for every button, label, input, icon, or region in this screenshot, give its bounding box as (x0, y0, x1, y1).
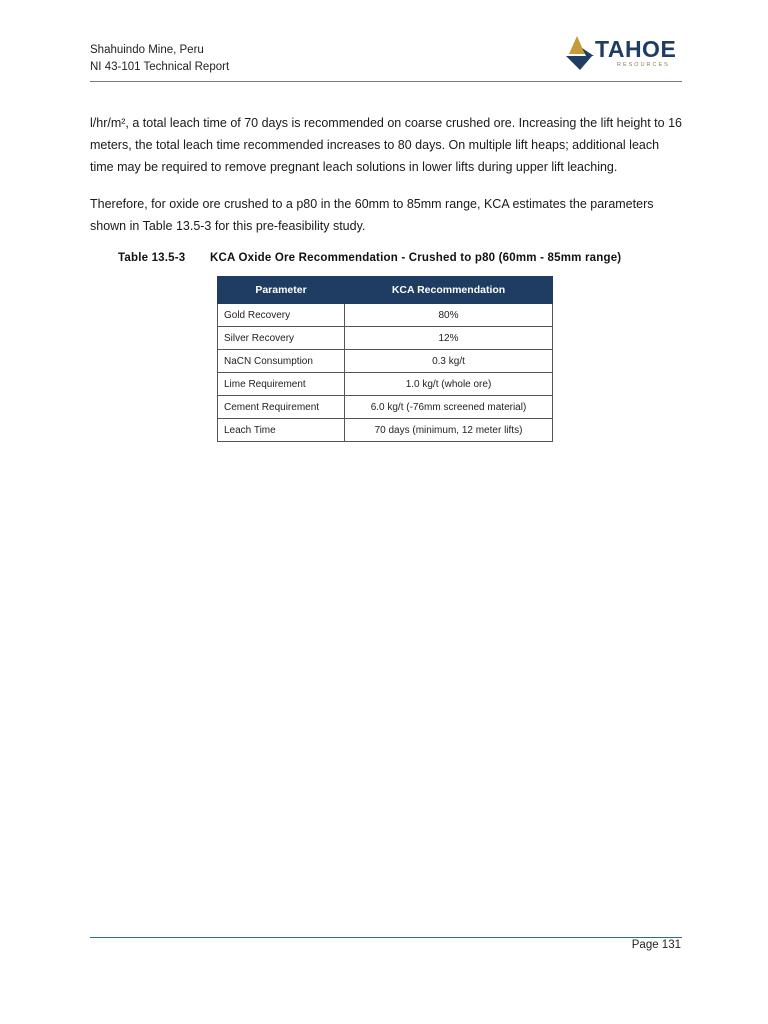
parameter-cell: Leach Time (218, 419, 345, 442)
recommendation-cell: 0.3 kg/t (345, 350, 553, 373)
column-header-parameter: Parameter (218, 277, 345, 304)
tahoe-logo-mark-icon (564, 34, 596, 74)
table-row (218, 327, 553, 350)
table-caption-title: KCA Oxide Ore Recommendation - Crushed to p80 (60mm - 85mm range) (210, 252, 622, 264)
column-header-recommendation: KCA Recommendation (345, 277, 553, 304)
parameter-cell: Cement Requirement (218, 396, 345, 419)
recommendation-cell: 1.0 kg/t (whole ore) (345, 373, 553, 396)
recommendation-cell: 70 days (minimum, 12 meter lifts) (345, 419, 553, 442)
logo-subtitle: RESOURCES (617, 62, 670, 68)
table-row (218, 419, 553, 442)
table-row (218, 373, 553, 396)
recommendation-cell: 6.0 kg/t (-76mm screened material) (345, 396, 553, 419)
table-caption-number: Table 13.5-3 (118, 252, 186, 264)
tahoe-logo (564, 34, 682, 78)
parameter-cell: Lime Requirement (218, 373, 345, 396)
body-paragraph-2: Therefore, for oxide ore crushed to a p80 in the 60mm to 85mm range, KCA estimates the parameters shown in Table 13.5-3 for this pre-feasibility study. (90, 197, 654, 233)
parameter-cell: Gold Recovery (218, 304, 345, 327)
page-number: Page 131 (631, 939, 681, 951)
table-row (218, 304, 553, 327)
header-report-title: NI 43-101 Technical Report (90, 61, 230, 73)
recommendation-cell: 80% (345, 304, 553, 327)
header-divider (90, 81, 682, 82)
body-paragraph-1: l/hr/m², a total leach time of 70 days is recommended on coarse crushed ore. Increasing the lift height to 16 meters, the total leach time recommended increases to 80 days. On multiple lift heaps; additional leach time may be required to remove pregnant leach solutions in lower lifts during upper lift leaching. (90, 116, 682, 174)
header-project-name: Shahuindo Mine, Peru (90, 44, 204, 56)
table-caption (118, 252, 621, 264)
parameter-cell: NaCN Consumption (218, 350, 345, 373)
logo-wordmark: TAHOE (595, 36, 677, 62)
parameter-cell: Silver Recovery (218, 327, 345, 350)
recommendation-cell: 12% (345, 327, 553, 350)
table-row (218, 350, 553, 373)
page-header (90, 36, 682, 82)
table-row (218, 396, 553, 419)
footer-divider (90, 937, 682, 938)
recommendation-table (217, 276, 553, 442)
table-header-row (218, 277, 553, 304)
